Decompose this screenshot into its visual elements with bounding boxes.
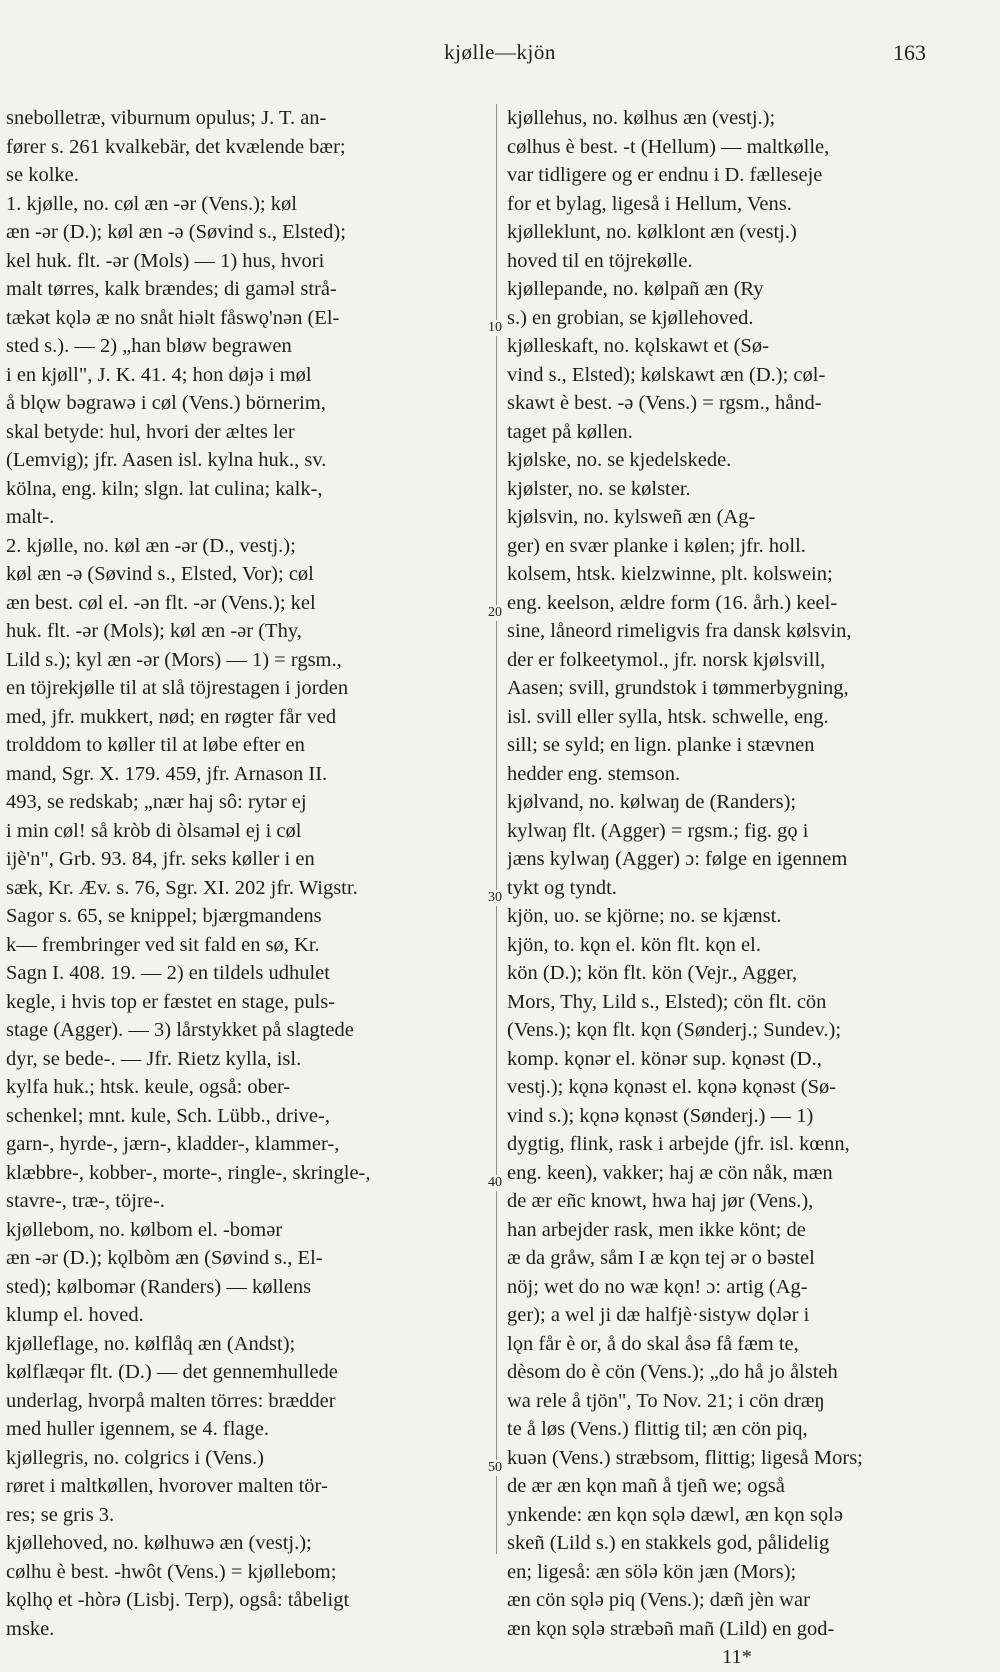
right-column bbox=[507, 104, 967, 1672]
text-line: i min cøl! så kròb di òlsaməl ej i cøl bbox=[6, 819, 302, 842]
text-line: æn best. cøl el. -ən flt. -ər (Vens.); kel bbox=[6, 591, 316, 614]
text-line: stavre-, træ-, töjre-. bbox=[6, 1190, 165, 1212]
text-line: sæk, Kr. Æv. s. 76, Sgr. XI. 202 jfr. Wigstr. bbox=[6, 876, 358, 899]
text-line: kolsem, htsk. kielzwinne, plt. kolswein; bbox=[507, 563, 833, 585]
text-line: 1. kjølle, no. cøl æn -ər (Vens.); køl bbox=[6, 192, 297, 215]
text-line: de ær eñc knowt, hwa haj jør (Vens.), bbox=[507, 1190, 814, 1212]
text-line: i en kjøll", J. K. 41. 4; hon døjə i møl bbox=[6, 363, 312, 386]
text-line: Lild s.); kyl æn -ər (Mors) — 1) = rgsm., bbox=[6, 648, 342, 671]
text-line: kjølsvin, no. kylsweñ æn (Ag- bbox=[507, 506, 756, 528]
text-line: kuən (Vens.) stræbsom, flittig; ligeså Mors; bbox=[507, 1446, 863, 1469]
text-line: med huller igennem, se 4. flage. bbox=[6, 1418, 269, 1440]
text-line: ynkende: æn kǫn sǫlə dæwl, æn kǫn sǫlə bbox=[507, 1503, 843, 1526]
text-line: malt tørres, kalk brændes; di gaməl strå- bbox=[6, 278, 337, 300]
text-line: sine, låneord rimeligvis fra dansk kølsvin, bbox=[507, 620, 852, 642]
text-line: Mors, Thy, Lild s., Elsted); cön flt. cön bbox=[507, 990, 827, 1013]
text-line: en; ligeså: æn sölə kön jæn (Mors); bbox=[507, 1560, 797, 1583]
text-line: kylfa huk.; htsk. keule, også: ober- bbox=[6, 1076, 291, 1098]
text-line: se kolke. bbox=[6, 164, 79, 186]
text-line: kjølster, no. se kølster. bbox=[507, 477, 691, 500]
page-number: 163 bbox=[893, 40, 926, 65]
running-header bbox=[0, 40, 1000, 74]
text-line: kjön, uo. se kjörne; no. se kjænst. bbox=[507, 905, 782, 927]
text-line: ijè'n", Grb. 93. 84, jfr. seks køller i en bbox=[6, 848, 315, 870]
left-column bbox=[6, 104, 486, 1643]
line-number-marker: 20 bbox=[485, 605, 505, 621]
text-line: k— frembringer ved sit fald en sø, Kr. bbox=[6, 933, 320, 956]
text-line: hoved til en töjrekølle. bbox=[507, 249, 693, 272]
line-number-marker: 30 bbox=[485, 890, 505, 906]
text-line: kölna, eng. kiln; slgn. lat culina; kalk-, bbox=[6, 477, 323, 500]
text-line: kǫlhǫ et -hòrə (Lisbj. Terp), også: tåbeligt bbox=[6, 1589, 350, 1611]
line-number-marker: 40 bbox=[485, 1175, 505, 1191]
text-line: huk. flt. -ər (Mols); køl æn -ər (Thy, bbox=[6, 620, 302, 642]
text-line: tykt og tyndt. bbox=[507, 876, 617, 899]
text-line: s.) en grobian, se kjøllehoved. bbox=[507, 306, 754, 329]
text-line: fører s. 261 kvalkebär, det kvælende bær; bbox=[6, 135, 346, 158]
text-line: schenkel; mnt. kule, Sch. Lübb., drive-, bbox=[6, 1104, 330, 1127]
text-line: æn -ər (D.); kǫlbòm æn (Søvind s., El- bbox=[6, 1247, 323, 1269]
text-line: snebolletræ, viburnum opulus; J. T. an- bbox=[6, 107, 327, 129]
text-line: kjølske, no. se kjedelskede. bbox=[507, 449, 732, 471]
text-line: kjølleflage, no. kølflåq æn (Andst); bbox=[6, 1332, 296, 1355]
text-line: 493, se redskab; „nær haj sô: rytər ej bbox=[6, 791, 307, 813]
text-line: kön (D.); kön flt. kön (Vejr., Agger, bbox=[507, 962, 798, 984]
text-line: æ da gråw, såm I æ kǫn tej ər o bəstel bbox=[507, 1247, 815, 1269]
text-line: cølhus è best. -t (Hellum) — maltkølle, bbox=[507, 135, 830, 158]
text-line: dyr, se bede-. — Jfr. Rietz kylla, isl. bbox=[6, 1047, 302, 1070]
text-line: kel huk. flt. -ər (Mols) — 1) hus, hvori bbox=[6, 249, 325, 272]
text-line: garn-, hyrde-, jærn-, kladder-, klammer-, bbox=[6, 1133, 340, 1155]
line-number-marker: 50 bbox=[485, 1460, 505, 1476]
text-line: malt-. bbox=[6, 506, 55, 528]
text-line: te å løs (Vens.) flittig til; æn cön piq, bbox=[507, 1418, 808, 1440]
running-title: kjølle—kjön bbox=[444, 40, 556, 64]
text-line: ger) en svær planke i kølen; jfr. holl. bbox=[507, 534, 806, 557]
text-line: tækət kǫlə æ no snåt hiəlt fåswǫ'nən (El- bbox=[6, 306, 340, 329]
text-line: kjølleskaft, no. kǫlskawt et (Sø- bbox=[507, 335, 769, 357]
text-line: skeñ (Lild s.) en stakkels god, pålidelig bbox=[507, 1532, 830, 1554]
text-line: kjølleklunt, no. kølklont æn (vestj.) bbox=[507, 221, 797, 243]
text-line: kjøllebom, no. kølbom el. -bomər bbox=[6, 1218, 283, 1241]
text-line: klæbbre-, kobber-, morte-, ringle-, skringle-, bbox=[6, 1161, 371, 1184]
text-line: kølflæqər flt. (D.) — det gennemhullede bbox=[6, 1361, 338, 1383]
text-line: sted); kølbomər (Randers) — køllens bbox=[6, 1275, 312, 1298]
text-line: kjön, to. kǫn el. kön flt. kǫn el. bbox=[507, 933, 761, 956]
text-line: mand, Sgr. X. 179. 459, jfr. Arnason II. bbox=[6, 762, 328, 785]
text-line: eng. keelson, ældre form (16. årh.) keel- bbox=[507, 591, 838, 614]
text-line: hedder eng. stemson. bbox=[507, 762, 681, 785]
text-line: kjølvand, no. kølwaŋ de (Randers); bbox=[507, 791, 797, 813]
text-line: Aasen; svill, grundstok i tømmerbygning, bbox=[507, 677, 849, 699]
text-line: var tidligere og er endnu i D. fælleseje bbox=[507, 164, 823, 186]
text-line: sill; se syld; en lign. planke i stævnen bbox=[507, 734, 815, 756]
text-line: dygtig, flink, rask i arbejde (jfr. isl. kœnn, bbox=[507, 1133, 850, 1155]
text-line: æn kǫn sǫlə stræbəñ mañ (Lild) en god- bbox=[507, 1617, 835, 1640]
text-line: ger); a wel ji dæ halfjè·sistyw dǫlər i bbox=[507, 1304, 810, 1326]
text-line: for et bylag, ligeså i Hellum, Vens. bbox=[507, 192, 792, 215]
text-line: køl æn -ə (Søvind s., Elsted, Vor); cøl bbox=[6, 563, 314, 585]
text-line: 11* bbox=[722, 1646, 752, 1668]
text-line: cølhu è best. -hwôt (Vens.) = kjøllebom; bbox=[6, 1560, 337, 1583]
text-line: lǫn får è or, å do skal åsə få fæm te, bbox=[507, 1332, 799, 1355]
text-line: de ær æn kǫn mañ å tjeñ we; også bbox=[507, 1475, 785, 1497]
line-number-marker: 10 bbox=[485, 320, 505, 336]
text-line: wa rele å tjön", To Nov. 21; i cön dræŋ bbox=[507, 1389, 825, 1412]
text-line: komp. kǫnər el. könər sup. kǫnəst (D., bbox=[507, 1047, 822, 1070]
text-line: vind s., Elsted); kølskawt æn (D.); cøl- bbox=[507, 363, 826, 386]
text-line: Sagor s. 65, se knippel; bjærgmandens bbox=[6, 905, 322, 927]
text-line: vestj.); kǫnə kǫnəst el. kǫnə kǫnəst (Sø- bbox=[507, 1076, 837, 1098]
text-line: Sagn I. 408. 19. — 2) en tildels udhulet bbox=[6, 962, 330, 984]
text-line: kjøllehus, no. kølhus æn (vestj.); bbox=[507, 107, 776, 129]
text-line: han arbejder rask, men ikke könt; de bbox=[507, 1218, 806, 1241]
text-line: trolddom to køller til at løbe efter en bbox=[6, 734, 305, 756]
text-line: nöj; wet do no wæ kǫn! ɔ: artig (Ag- bbox=[507, 1275, 808, 1298]
text-line: (Vens.); kǫn flt. kǫn (Sønderj.; Sundev.); bbox=[507, 1019, 842, 1041]
text-line: skawt è best. -ə (Vens.) = rgsm., hånd- bbox=[507, 392, 822, 414]
text-line: eng. keen), vakker; haj æ cön nåk, mæn bbox=[507, 1161, 833, 1184]
text-line: røret i maltkøllen, hvorover malten tör- bbox=[6, 1475, 328, 1497]
text-line: kjøllepande, no. kølpañ æn (Ry bbox=[507, 278, 764, 300]
text-line: jæns kylwaŋ (Agger) ɔ: følge en igennem bbox=[507, 848, 848, 870]
text-line: stage (Agger). — 3) lårstykket på slagtede bbox=[6, 1019, 354, 1041]
text-line: mske. bbox=[6, 1617, 55, 1640]
text-line: kegle, i hvis top er fæstet en stage, puls- bbox=[6, 990, 336, 1013]
text-line: med, jfr. mukkert, nød; en røgter får ved bbox=[6, 705, 337, 728]
text-line: sted s.). — 2) „han bløw begrawen bbox=[6, 335, 292, 357]
text-line: res; se gris 3. bbox=[6, 1503, 115, 1526]
text-line: taget på køllen. bbox=[507, 420, 633, 443]
text-line: isl. svill eller sylla, htsk. schwelle, eng. bbox=[507, 705, 829, 728]
text-line: skal betyde: hul, hvori der æltes ler bbox=[6, 420, 295, 443]
text-line: æn -ər (D.); køl æn -ə (Søvind s., Elsted); bbox=[6, 221, 346, 243]
text-line: kjøllehoved, no. kølhuwə æn (vestj.); bbox=[6, 1532, 312, 1554]
text-line: der er folkeetymol., jfr. norsk kjølsvill, bbox=[507, 648, 826, 671]
text-line: æn cön sǫlə piq (Vens.); dæñ jèn war bbox=[507, 1589, 810, 1611]
text-line: vind s.); kǫnə kǫnəst (Sønderj.) — 1) bbox=[507, 1104, 814, 1127]
text-line: klump el. hoved. bbox=[6, 1304, 144, 1326]
text-line: (Lemvig); jfr. Aasen isl. kylna huk., sv. bbox=[6, 449, 327, 471]
text-line: kylwaŋ flt. (Agger) = rgsm.; fig. gǫ i bbox=[507, 819, 809, 842]
text-line: 2. kjølle, no. køl æn -ər (D., vestj.); bbox=[6, 534, 296, 557]
text-line: kjøllegris, no. colgrics i (Vens.) bbox=[6, 1446, 264, 1469]
text-line: dèsom do è cön (Vens.); „do hå jo ålsteh bbox=[507, 1361, 838, 1383]
text-line: underlag, hvorpå malten törres: brædder bbox=[6, 1389, 336, 1412]
text-line: å blǫw bəgrawə i cøl (Vens.) börnerim, bbox=[6, 392, 326, 414]
text-line: en töjrekjølle til at slå töjrestagen i jorden bbox=[6, 677, 349, 699]
